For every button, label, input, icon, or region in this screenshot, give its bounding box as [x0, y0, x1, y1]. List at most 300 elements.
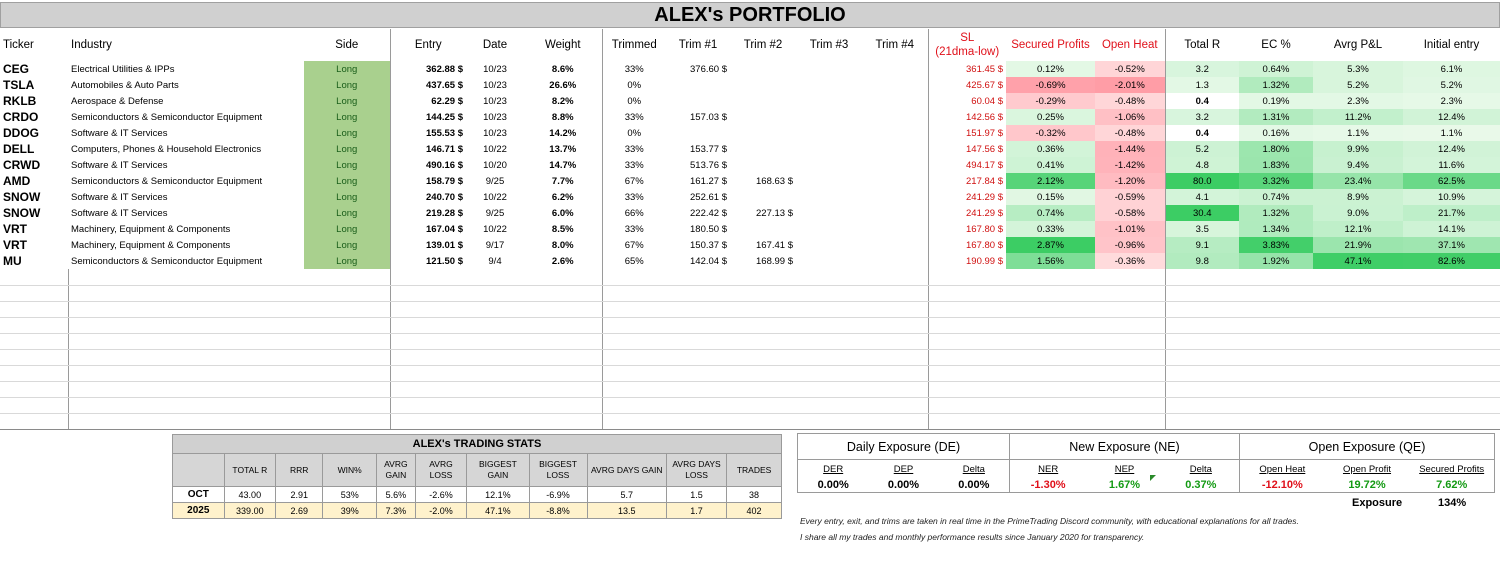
- cell-industry[interactable]: Machinery, Equipment & Components: [71, 223, 231, 235]
- cell-avrg[interactable]: 2.3%: [1313, 93, 1403, 109]
- empty-cell[interactable]: [304, 301, 390, 317]
- empty-cell[interactable]: [1006, 365, 1095, 381]
- cell-ec[interactable]: 3.32%: [1239, 173, 1313, 189]
- empty-cell[interactable]: [1313, 413, 1403, 429]
- cell-entry[interactable]: 490.16 $: [426, 159, 463, 171]
- empty-cell[interactable]: [68, 381, 304, 397]
- empty-cell[interactable]: [390, 285, 466, 301]
- cell-side[interactable]: Long: [304, 221, 390, 237]
- empty-cell[interactable]: [1403, 317, 1500, 333]
- cell-trim2[interactable]: 168.99 $: [756, 255, 793, 267]
- stats-value[interactable]: -2.0%: [415, 503, 467, 519]
- cell-secured[interactable]: -0.29%: [1006, 93, 1095, 109]
- cell-date[interactable]: 9/25: [485, 207, 505, 219]
- stats-value[interactable]: 12.1%: [467, 487, 529, 503]
- empty-cell[interactable]: [796, 365, 862, 381]
- exposure-item-value[interactable]: 0.00%: [887, 479, 920, 491]
- empty-cell[interactable]: [390, 397, 466, 413]
- cell-weight[interactable]: 6.2%: [524, 189, 602, 205]
- cell-entry[interactable]: 158.79 $: [426, 175, 463, 187]
- cell-side[interactable]: Long: [304, 77, 390, 93]
- empty-cell[interactable]: [1165, 285, 1239, 301]
- empty-cell[interactable]: [1006, 349, 1095, 365]
- empty-cell[interactable]: [1239, 301, 1313, 317]
- empty-cell[interactable]: [0, 349, 68, 365]
- cell-entry[interactable]: 219.28 $: [426, 207, 463, 219]
- empty-cell[interactable]: [928, 365, 1006, 381]
- cell-avrg[interactable]: 11.2%: [1313, 109, 1403, 125]
- empty-cell[interactable]: [68, 333, 304, 349]
- cell-entry[interactable]: 167.04 $: [426, 223, 463, 235]
- empty-cell[interactable]: [928, 397, 1006, 413]
- cell-trim3[interactable]: [796, 125, 862, 141]
- cell-total-r[interactable]: 4.1: [1165, 189, 1239, 205]
- cell-initial[interactable]: 2.3%: [1403, 93, 1500, 109]
- empty-cell[interactable]: [1239, 333, 1313, 349]
- empty-cell[interactable]: [928, 381, 1006, 397]
- cell-sl[interactable]: 425.67 $: [966, 79, 1003, 91]
- cell-date[interactable]: 9/25: [485, 175, 505, 187]
- cell-trim3[interactable]: [796, 173, 862, 189]
- empty-cell[interactable]: [1239, 285, 1313, 301]
- empty-cell[interactable]: [796, 301, 862, 317]
- cell-ticker[interactable]: RKLB: [3, 94, 37, 108]
- cell-trim3[interactable]: [796, 61, 862, 77]
- cell-trim4[interactable]: [862, 93, 928, 109]
- empty-cell[interactable]: [796, 413, 862, 429]
- cell-heat[interactable]: -1.01%: [1095, 221, 1165, 237]
- empty-cell[interactable]: [1239, 269, 1313, 285]
- stats-value[interactable]: 2.69: [276, 503, 323, 519]
- cell-date[interactable]: 10/23: [483, 63, 507, 75]
- cell-date[interactable]: 10/23: [483, 79, 507, 91]
- exposure-item-value[interactable]: -12.10%: [1261, 479, 1303, 491]
- cell-initial[interactable]: 10.9%: [1403, 189, 1500, 205]
- cell-weight[interactable]: 2.6%: [524, 253, 602, 269]
- empty-cell[interactable]: [524, 365, 602, 381]
- cell-ec[interactable]: 1.31%: [1239, 109, 1313, 125]
- empty-cell[interactable]: [304, 333, 390, 349]
- empty-cell[interactable]: [466, 333, 524, 349]
- cell-industry[interactable]: Software & IT Services: [71, 191, 168, 203]
- empty-cell[interactable]: [1403, 397, 1500, 413]
- cell-industry[interactable]: Electrical Utilities & IPPs: [71, 63, 175, 75]
- cell-ticker[interactable]: DELL: [3, 142, 35, 156]
- cell-ticker[interactable]: DDOG: [3, 126, 39, 140]
- cell-trim1[interactable]: 142.04 $: [690, 255, 727, 267]
- cell-total-r[interactable]: 1.3: [1165, 77, 1239, 93]
- empty-cell[interactable]: [602, 397, 666, 413]
- cell-secured[interactable]: 1.56%: [1006, 253, 1095, 269]
- empty-cell[interactable]: [730, 349, 796, 365]
- empty-cell[interactable]: [1006, 397, 1095, 413]
- empty-cell[interactable]: [524, 413, 602, 429]
- cell-trimmed[interactable]: 66%: [624, 207, 644, 219]
- cell-industry[interactable]: Automobiles & Auto Parts: [71, 79, 179, 91]
- cell-side[interactable]: Long: [304, 189, 390, 205]
- cell-date[interactable]: 10/23: [483, 127, 507, 139]
- empty-cell[interactable]: [524, 397, 602, 413]
- cell-industry[interactable]: Machinery, Equipment & Components: [71, 239, 231, 251]
- cell-trim4[interactable]: [862, 157, 928, 173]
- empty-cell[interactable]: [796, 285, 862, 301]
- cell-initial[interactable]: 12.4%: [1403, 109, 1500, 125]
- cell-trim3[interactable]: [796, 237, 862, 253]
- cell-entry[interactable]: 437.65 $: [426, 79, 463, 91]
- cell-secured[interactable]: 0.36%: [1006, 141, 1095, 157]
- cell-trim2[interactable]: [730, 141, 796, 157]
- cell-industry[interactable]: Aerospace & Defense: [71, 95, 164, 107]
- cell-ticker[interactable]: CRWD: [3, 158, 41, 172]
- cell-trim3[interactable]: [796, 77, 862, 93]
- empty-cell[interactable]: [0, 397, 68, 413]
- empty-cell[interactable]: [1403, 349, 1500, 365]
- cell-trim2[interactable]: [730, 93, 796, 109]
- cell-trim2[interactable]: 227.13 $: [756, 207, 793, 219]
- empty-cell[interactable]: [1095, 381, 1165, 397]
- cell-sl[interactable]: 361.45 $: [966, 63, 1003, 75]
- empty-cell[interactable]: [466, 365, 524, 381]
- cell-trim4[interactable]: [862, 109, 928, 125]
- cell-side[interactable]: Long: [304, 157, 390, 173]
- empty-cell[interactable]: [666, 269, 730, 285]
- cell-initial[interactable]: 6.1%: [1403, 61, 1500, 77]
- empty-cell[interactable]: [1313, 365, 1403, 381]
- cell-trimmed[interactable]: 0%: [627, 127, 642, 139]
- cell-ticker[interactable]: TSLA: [3, 78, 35, 92]
- cell-weight[interactable]: 14.2%: [524, 125, 602, 141]
- cell-trimmed[interactable]: 33%: [624, 191, 644, 203]
- empty-cell[interactable]: [68, 397, 304, 413]
- empty-cell[interactable]: [390, 365, 466, 381]
- cell-trim2[interactable]: [730, 109, 796, 125]
- cell-trim2[interactable]: 167.41 $: [756, 239, 793, 251]
- cell-trim1[interactable]: [666, 125, 730, 141]
- cell-date[interactable]: 9/4: [488, 255, 502, 267]
- cell-total-r[interactable]: 0.4: [1165, 93, 1239, 109]
- exposure-item-value[interactable]: 7.62%: [1436, 479, 1468, 491]
- stats-value[interactable]: 47.1%: [467, 503, 529, 519]
- stats-value[interactable]: -2.6%: [415, 487, 467, 503]
- cell-weight[interactable]: 6.0%: [524, 205, 602, 221]
- cell-weight[interactable]: 8.6%: [524, 61, 602, 77]
- empty-cell[interactable]: [1165, 349, 1239, 365]
- stats-value[interactable]: 7.3%: [377, 503, 416, 519]
- empty-cell[interactable]: [666, 413, 730, 429]
- cell-secured[interactable]: 0.33%: [1006, 221, 1095, 237]
- empty-cell[interactable]: [1239, 349, 1313, 365]
- cell-industry[interactable]: Software & IT Services: [71, 127, 168, 139]
- stats-value[interactable]: 1.5: [666, 487, 726, 503]
- cell-trim3[interactable]: [796, 253, 862, 269]
- empty-cell[interactable]: [466, 413, 524, 429]
- empty-cell[interactable]: [304, 285, 390, 301]
- empty-cell[interactable]: [0, 365, 68, 381]
- cell-heat[interactable]: -0.52%: [1095, 61, 1165, 77]
- cell-trim1[interactable]: 153.77 $: [690, 143, 727, 155]
- cell-trim4[interactable]: [862, 173, 928, 189]
- empty-cell[interactable]: [68, 413, 304, 429]
- cell-trim2[interactable]: [730, 61, 796, 77]
- empty-cell[interactable]: [730, 365, 796, 381]
- cell-trim3[interactable]: [796, 221, 862, 237]
- empty-cell[interactable]: [68, 301, 304, 317]
- cell-total-r[interactable]: 0.4: [1165, 125, 1239, 141]
- cell-trimmed[interactable]: 33%: [624, 159, 644, 171]
- empty-cell[interactable]: [1095, 397, 1165, 413]
- cell-avrg[interactable]: 1.1%: [1313, 125, 1403, 141]
- cell-date[interactable]: 10/22: [483, 143, 507, 155]
- empty-cell[interactable]: [1313, 285, 1403, 301]
- empty-cell[interactable]: [390, 317, 466, 333]
- cell-side[interactable]: Long: [304, 173, 390, 189]
- cell-trim1[interactable]: 513.76 $: [690, 159, 727, 171]
- empty-cell[interactable]: [862, 365, 928, 381]
- empty-cell[interactable]: [1313, 349, 1403, 365]
- cell-trim3[interactable]: [796, 189, 862, 205]
- empty-cell[interactable]: [928, 285, 1006, 301]
- cell-sl[interactable]: 142.56 $: [966, 111, 1003, 123]
- cell-side[interactable]: Long: [304, 141, 390, 157]
- exposure-item-value[interactable]: -1.30%: [1030, 479, 1066, 491]
- empty-cell[interactable]: [730, 333, 796, 349]
- cell-trim3[interactable]: [796, 141, 862, 157]
- empty-cell[interactable]: [602, 301, 666, 317]
- stats-value[interactable]: 402: [727, 503, 782, 519]
- empty-cell[interactable]: [1403, 413, 1500, 429]
- cell-trim4[interactable]: [862, 189, 928, 205]
- cell-avrg[interactable]: 9.9%: [1313, 141, 1403, 157]
- stats-value[interactable]: 43.00: [224, 487, 276, 503]
- empty-cell[interactable]: [862, 381, 928, 397]
- empty-cell[interactable]: [390, 413, 466, 429]
- empty-cell[interactable]: [1095, 365, 1165, 381]
- cell-sl[interactable]: 147.56 $: [966, 143, 1003, 155]
- cell-trim2[interactable]: [730, 189, 796, 205]
- empty-cell[interactable]: [928, 317, 1006, 333]
- cell-heat[interactable]: -0.96%: [1095, 237, 1165, 253]
- empty-cell[interactable]: [730, 317, 796, 333]
- stats-value[interactable]: 38: [727, 487, 782, 503]
- empty-cell[interactable]: [304, 365, 390, 381]
- cell-weight[interactable]: 14.7%: [524, 157, 602, 173]
- empty-cell[interactable]: [666, 317, 730, 333]
- cell-initial[interactable]: 21.7%: [1403, 205, 1500, 221]
- cell-initial[interactable]: 1.1%: [1403, 125, 1500, 141]
- empty-cell[interactable]: [602, 269, 666, 285]
- empty-cell[interactable]: [0, 317, 68, 333]
- cell-trim1[interactable]: 222.42 $: [690, 207, 727, 219]
- empty-cell[interactable]: [1403, 269, 1500, 285]
- cell-heat[interactable]: -1.44%: [1095, 141, 1165, 157]
- empty-cell[interactable]: [304, 381, 390, 397]
- cell-ec[interactable]: 1.32%: [1239, 205, 1313, 221]
- cell-trimmed[interactable]: 65%: [624, 255, 644, 267]
- empty-cell[interactable]: [304, 269, 390, 285]
- empty-cell[interactable]: [1313, 269, 1403, 285]
- cell-heat[interactable]: -1.20%: [1095, 173, 1165, 189]
- cell-trim3[interactable]: [796, 93, 862, 109]
- empty-cell[interactable]: [390, 381, 466, 397]
- cell-heat[interactable]: -2.01%: [1095, 77, 1165, 93]
- cell-ec[interactable]: 0.64%: [1239, 61, 1313, 77]
- cell-trim3[interactable]: [796, 157, 862, 173]
- empty-cell[interactable]: [1165, 381, 1239, 397]
- stats-value[interactable]: 13.5: [587, 503, 666, 519]
- cell-entry[interactable]: 240.70 $: [426, 191, 463, 203]
- cell-avrg[interactable]: 9.4%: [1313, 157, 1403, 173]
- empty-cell[interactable]: [862, 301, 928, 317]
- empty-cell[interactable]: [1239, 365, 1313, 381]
- cell-total-r[interactable]: 5.2: [1165, 141, 1239, 157]
- cell-weight[interactable]: 7.7%: [524, 173, 602, 189]
- empty-cell[interactable]: [524, 285, 602, 301]
- empty-cell[interactable]: [666, 381, 730, 397]
- empty-cell[interactable]: [390, 333, 466, 349]
- cell-secured[interactable]: 0.15%: [1006, 189, 1095, 205]
- empty-cell[interactable]: [602, 285, 666, 301]
- empty-cell[interactable]: [1006, 285, 1095, 301]
- cell-side[interactable]: Long: [304, 205, 390, 221]
- cell-industry[interactable]: Software & IT Services: [71, 159, 168, 171]
- empty-cell[interactable]: [666, 397, 730, 413]
- cell-initial[interactable]: 62.5%: [1403, 173, 1500, 189]
- empty-cell[interactable]: [730, 381, 796, 397]
- empty-cell[interactable]: [1165, 269, 1239, 285]
- cell-ticker[interactable]: AMD: [3, 174, 31, 188]
- empty-cell[interactable]: [666, 349, 730, 365]
- empty-cell[interactable]: [1006, 413, 1095, 429]
- empty-cell[interactable]: [466, 301, 524, 317]
- cell-trim1[interactable]: 252.61 $: [690, 191, 727, 203]
- cell-ec[interactable]: 0.74%: [1239, 189, 1313, 205]
- cell-avrg[interactable]: 8.9%: [1313, 189, 1403, 205]
- cell-trimmed[interactable]: 67%: [624, 175, 644, 187]
- empty-cell[interactable]: [1095, 317, 1165, 333]
- empty-cell[interactable]: [524, 381, 602, 397]
- cell-trim1[interactable]: [666, 77, 730, 93]
- empty-cell[interactable]: [1313, 301, 1403, 317]
- empty-cell[interactable]: [666, 285, 730, 301]
- empty-cell[interactable]: [730, 285, 796, 301]
- cell-ec[interactable]: 0.19%: [1239, 93, 1313, 109]
- empty-cell[interactable]: [730, 413, 796, 429]
- empty-cell[interactable]: [1313, 333, 1403, 349]
- cell-ticker[interactable]: SNOW: [3, 206, 41, 220]
- cell-secured[interactable]: 0.25%: [1006, 109, 1095, 125]
- empty-cell[interactable]: [466, 317, 524, 333]
- empty-cell[interactable]: [466, 381, 524, 397]
- empty-cell[interactable]: [0, 285, 68, 301]
- cell-avrg[interactable]: 9.0%: [1313, 205, 1403, 221]
- empty-cell[interactable]: [1403, 285, 1500, 301]
- cell-initial[interactable]: 14.1%: [1403, 221, 1500, 237]
- empty-cell[interactable]: [304, 397, 390, 413]
- cell-weight[interactable]: 8.8%: [524, 109, 602, 125]
- empty-cell[interactable]: [1006, 381, 1095, 397]
- empty-cell[interactable]: [666, 333, 730, 349]
- cell-heat[interactable]: -0.36%: [1095, 253, 1165, 269]
- stats-value[interactable]: 1.7: [666, 503, 726, 519]
- cell-ec[interactable]: 1.34%: [1239, 221, 1313, 237]
- empty-cell[interactable]: [304, 349, 390, 365]
- empty-cell[interactable]: [796, 317, 862, 333]
- empty-cell[interactable]: [1313, 381, 1403, 397]
- cell-trim1[interactable]: 180.50 $: [690, 223, 727, 235]
- cell-avrg[interactable]: 12.1%: [1313, 221, 1403, 237]
- cell-secured[interactable]: -0.32%: [1006, 125, 1095, 141]
- empty-cell[interactable]: [796, 333, 862, 349]
- empty-cell[interactable]: [68, 317, 304, 333]
- cell-initial[interactable]: 12.4%: [1403, 141, 1500, 157]
- cell-trim1[interactable]: 157.03 $: [690, 111, 727, 123]
- cell-heat[interactable]: -0.58%: [1095, 205, 1165, 221]
- exposure-item-value[interactable]: 0.37%: [1185, 479, 1217, 491]
- empty-cell[interactable]: [1095, 349, 1165, 365]
- cell-secured[interactable]: 2.12%: [1006, 173, 1095, 189]
- cell-trimmed[interactable]: 33%: [624, 111, 644, 123]
- cell-avrg[interactable]: 5.3%: [1313, 61, 1403, 77]
- cell-trimmed[interactable]: 0%: [627, 79, 642, 91]
- cell-entry[interactable]: 62.29 $: [431, 95, 463, 107]
- cell-trimmed[interactable]: 33%: [624, 143, 644, 155]
- empty-cell[interactable]: [0, 269, 68, 285]
- cell-entry[interactable]: 155.53 $: [426, 127, 463, 139]
- cell-date[interactable]: 10/20: [483, 159, 507, 171]
- cell-ec[interactable]: 1.83%: [1239, 157, 1313, 173]
- cell-secured[interactable]: 2.87%: [1006, 237, 1095, 253]
- cell-trim3[interactable]: [796, 109, 862, 125]
- cell-date[interactable]: 10/23: [483, 111, 507, 123]
- cell-side[interactable]: Long: [304, 93, 390, 109]
- empty-cell[interactable]: [928, 413, 1006, 429]
- empty-cell[interactable]: [524, 349, 602, 365]
- cell-heat[interactable]: -1.06%: [1095, 109, 1165, 125]
- exposure-item-value[interactable]: 0.00%: [958, 479, 990, 491]
- empty-cell[interactable]: [1095, 301, 1165, 317]
- empty-cell[interactable]: [0, 413, 68, 429]
- stats-value[interactable]: -6.9%: [529, 487, 587, 503]
- stats-value[interactable]: 5.6%: [377, 487, 416, 503]
- cell-trimmed[interactable]: 33%: [624, 223, 644, 235]
- empty-cell[interactable]: [304, 413, 390, 429]
- empty-cell[interactable]: [730, 269, 796, 285]
- empty-cell[interactable]: [1095, 333, 1165, 349]
- cell-entry[interactable]: 139.01 $: [426, 239, 463, 251]
- empty-cell[interactable]: [1165, 317, 1239, 333]
- empty-cell[interactable]: [928, 333, 1006, 349]
- cell-total-r[interactable]: 80.0: [1165, 173, 1239, 189]
- empty-cell[interactable]: [68, 285, 304, 301]
- empty-cell[interactable]: [1095, 285, 1165, 301]
- empty-cell[interactable]: [390, 301, 466, 317]
- cell-side[interactable]: Long: [304, 253, 390, 269]
- cell-entry[interactable]: 146.71 $: [426, 143, 463, 155]
- exposure-item-value[interactable]: 0.00%: [817, 479, 849, 491]
- cell-entry[interactable]: 121.50 $: [426, 255, 463, 267]
- cell-trim1[interactable]: 161.27 $: [690, 175, 727, 187]
- cell-ticker[interactable]: VRT: [3, 238, 27, 252]
- cell-sl[interactable]: 60.04 $: [971, 95, 1003, 107]
- cell-side[interactable]: Long: [304, 109, 390, 125]
- cell-heat[interactable]: -0.59%: [1095, 189, 1165, 205]
- cell-side[interactable]: Long: [304, 237, 390, 253]
- empty-cell[interactable]: [602, 381, 666, 397]
- empty-cell[interactable]: [862, 285, 928, 301]
- cell-trim4[interactable]: [862, 77, 928, 93]
- cell-side[interactable]: Long: [304, 61, 390, 77]
- empty-cell[interactable]: [390, 349, 466, 365]
